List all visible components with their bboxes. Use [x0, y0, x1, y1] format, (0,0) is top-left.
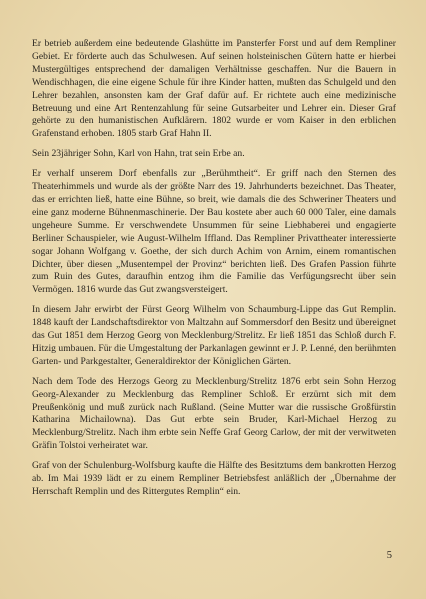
paragraph-schaumburg-lippe: In diesem Jahr erwirbt der Fürst Georg Wilhelm von Schaumburg-Lippe das Gut Remplin. 1848 kauft der Landschaftsdirektor von Maltzahn auf Sommersdorf den Besitz und übereignet das Gut 1851 dem Herzog Georg von Mecklenburg/Strelitz. Er ließ 1851 das Schloß durch F. Hitzig umbauen. Für die Umgestaltung der Parkanlagen gewinnt er J. P. Lenné, den berühmten Garten- und Parkgestalter, Generaldirektor der Königlichen Gärten. — [32, 304, 396, 367]
paragraph-mecklenburg-strelitz: Nach dem Tode des Herzogs Georg zu Mecklenburg/Strelitz 1876 erbt sein Sohn Herzog Georg-Alexander zu Mecklenburg das Rempliner Schloß. Er erzürnt sich mit dem Preußenkönig und muß zurück nach Rußland. (Seine Mutter war die russische Großfürstin Katharina Michailowna). Das Gut erbte sein Bruder, Karl-Michael Herzog zu Mecklenburg/Strelitz. Nach ihm erbte sein Neffe Graf Georg Carlow, der mit der verwitweten Gräfin Tolstoi verheiratet war. — [32, 375, 396, 452]
paragraph-schulenburg: Graf von der Schulenburg-Wolfsburg kaufte die Hälfte des Besitztums dem bankrotten Herzog ab. Im Mai 1939 lädt er zu einem Rempliner Betriebsfest anläßlich der „Übernahme der Herrschaft Remplin und des Rittergutes Remplin“ ein. — [32, 460, 396, 497]
paragraph-glashuette: Er betrieb außerdem eine bedeutende Glashütte im Pansterfer Forst und auf dem Rempliner Gebiet. Er förderte auch das Schulwesen. Auf seinen holsteinischen Gütern hatte er hierbei Mustergültiges entsprechend der damaligen Verhältnisse geschaffen. Nur die Bauern in Wendischhagen, die eine eigene Schule für ihre Kinder hatten, mußten das Schulgeld und den Lehrer bezahlen, ansonsten kam der Graf dafür auf. Er richtete auch eine medizinische Betreuung und eine Art Rentenzahlung für seine Gutsarbeiter und Lehrer ein. Dieser Graf gehörte zu den humanistischen Aufklärern. 1802 wurde er vom Kaiser in den erblichen Grafenstand erhoben. 1805 starb Graf Hahn II. — [32, 38, 396, 140]
paragraph-karl-von-hahn: Sein 23jähriger Sohn, Karl von Hahn, trat sein Erbe an. — [32, 148, 245, 160]
paragraph-theater: Er verhalf unserem Dorf ebenfalls zur „Berühmtheit“. Er griff nach den Sternen des Theaterhimmels und wurde als der größte Narr des 19. Jahrhunderts bezeichnet. Das Theater, das er errichten ließ, hatte eine Bühne, so breit, wie damals die des Schweriner Theaters und eine ganz moderne Bühnenmaschinerie. Der Bau kostete aber auch 60 000 Taler, eine damals ungeheure Summe. Er verschwendete Unsummen für seine Liebhaberei und engagierte Berliner Schauspieler, wie August-Wilhelm Iffland. Das Rempliner Privattheater interessierte sogar Johann Wolfgang v. Goethe, der sich durch Achim von Arnim, einem romantischen Dichter, über diesen „Musentempel der Provinz“ berichten ließ. Des Grafen Passion führte zum Ruin des Gutes, daraufhin entzog ihm die Familie das Verfügungsrecht über sein Vermögen. 1816 wurde das Gut zwangsversteigert. — [32, 168, 396, 296]
page-number: 5 — [386, 550, 392, 561]
